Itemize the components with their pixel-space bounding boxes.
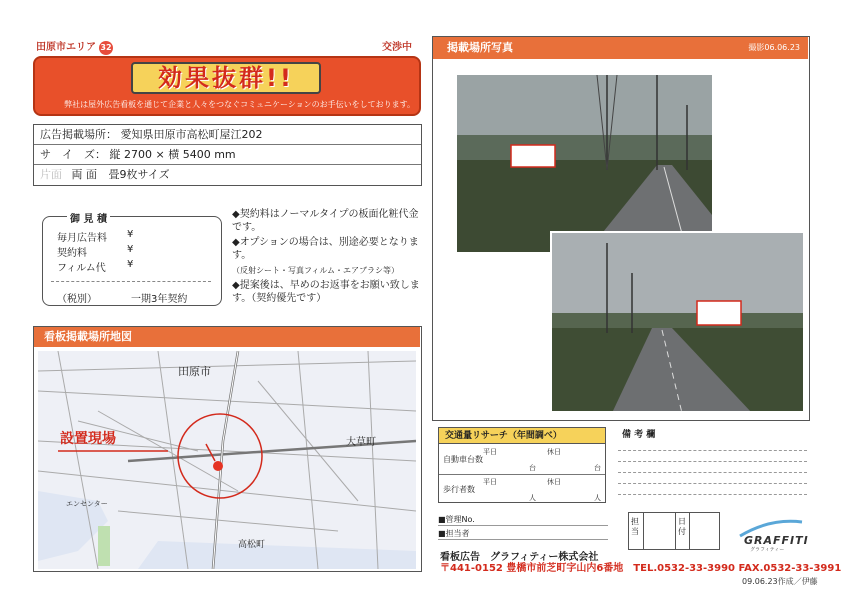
site-photo-1 [457,75,712,252]
stamp-box [628,512,720,550]
company-name: 看板広告 グラフィティー株式会社 [440,552,599,563]
traffic-cars-unit-2: 台 [594,464,601,472]
traffic-walkers-weekday: 平日 [483,478,497,486]
map-label-center: エンセンター [66,500,108,508]
photo-heading [433,37,808,59]
spec-location-row [34,125,421,145]
logo-text: GRAFFITI [744,534,809,547]
spec-location-value: 愛知県田原市高松町屋江202 [120,128,263,141]
map-graphic [38,351,416,569]
area-number-badge: 32 [99,41,113,55]
manager-staff: ■担当者 [438,528,608,540]
traffic-walkers-unit-2: 人 [594,494,601,502]
estimate-contract-label: 契約料 [57,248,87,259]
spec-tatami-value: 畳9枚サイズ [108,168,170,181]
traffic-walkers-holiday: 休日 [547,478,561,486]
estimate-film-value: ¥ [127,259,134,270]
area-header [36,38,113,55]
remarks-line [618,484,807,495]
traffic-table [438,427,606,503]
location-map [38,351,416,569]
traffic-walkers-unit-1: 人 [529,494,536,502]
remarks-line [618,440,807,451]
billboard-mark-1 [511,145,555,167]
estimate-film-label: フィルム代 [57,263,106,274]
banner-title: 効果抜群!! [131,62,321,94]
logo-subtext: グラフィティー [750,547,785,553]
spec-side-value: 両 面 [71,168,97,181]
traffic-walkers-label: 歩行者数 [443,485,475,494]
traffic-cars-unit-1: 台 [529,464,536,472]
photo-date: 撮影06.06.23 [748,43,800,52]
note-2: ◆オプションの場合は、別途必要となります。 [232,237,419,261]
map-label-okusa: 大草町 [346,437,376,448]
manager-fields [438,514,608,542]
spec-size-value: 縦 2700 × 横 5400 mm [109,148,236,161]
remarks-box [612,427,807,503]
estimate-divider [51,281,211,282]
photo-heading-text: 掲載場所写真 [447,41,513,54]
stamp-staff-label: 担当 [631,517,639,536]
map-heading: 看板掲載場所地図 [34,327,420,347]
traffic-row-cars [439,445,605,475]
estimate-box [42,216,222,306]
billboard-mark-2 [697,301,741,325]
photo-section [432,36,810,421]
status-label: 交渉中 [382,42,412,53]
remarks-line [618,473,807,484]
estimate-monthly-value: ¥ [127,229,134,240]
estimate-monthly-label: 毎月広告料 [57,233,107,244]
map-label-site: 設置現場 [60,431,116,447]
traffic-cars-weekday: 平日 [483,448,497,456]
remarks-title: 備 考 欄 [622,430,656,440]
spec-size-label: サ イ ズ： [40,148,106,161]
company-address: 〒441-0152 豊橋市前芝町字山内6番地 TEL.0532-33-3990 FAX.0532-33-3991 [440,563,842,574]
banner-subtitle: 弊社は屋外広告看板を通じて企業と人々をつなぐコミュニケーションのお手伝いをしております。 [64,100,415,109]
graffiti-logo [730,518,809,553]
traffic-cars-holiday: 休日 [547,448,561,456]
estimate-term: 一期3年契約 [131,294,188,305]
note-1: ◆契約料はノーマルタイプの板面化粧代金です。 [232,209,419,233]
photo-1-graphic [457,75,712,252]
spec-side-ghost: 片面 [40,168,62,181]
site-marker [213,461,223,471]
remarks-line [618,462,807,473]
created-note: 09.06.23作成／伊藤 [742,577,818,586]
traffic-heading: 交通量リサーチ（年間調べ） [439,428,605,444]
stamp-date-label: 日付 [678,517,686,536]
remarks-line [618,451,807,462]
traffic-row-walkers [439,475,605,505]
note-4: ◆提案後は、早めのお返事をお願い致します。（契約優先です） [232,280,420,304]
area-name: 田原市エリア [36,42,96,53]
traffic-cars-label: 自動車台数 [443,455,483,464]
note-3: （反射シート・写真フィルム・エアブラシ等） [232,266,400,275]
estimate-tax: （税別） [57,294,97,305]
site-photo-2 [550,231,803,411]
photo-2-graphic [552,233,803,411]
spec-table [33,124,422,186]
map-section [33,326,422,572]
promo-banner [33,56,421,116]
spec-location-label: 広告掲載場所： [40,128,117,141]
map-label-city: 田原市 [178,365,211,378]
contract-notes [232,208,422,307]
spec-side-row [34,165,421,185]
estimate-contract-value: ¥ [127,244,134,255]
map-label-takamatsu: 高松町 [238,540,266,550]
spec-size-row [34,145,421,165]
estimate-title: 御 見 積 [67,210,110,225]
manager-number: ■管理No. [438,514,608,526]
